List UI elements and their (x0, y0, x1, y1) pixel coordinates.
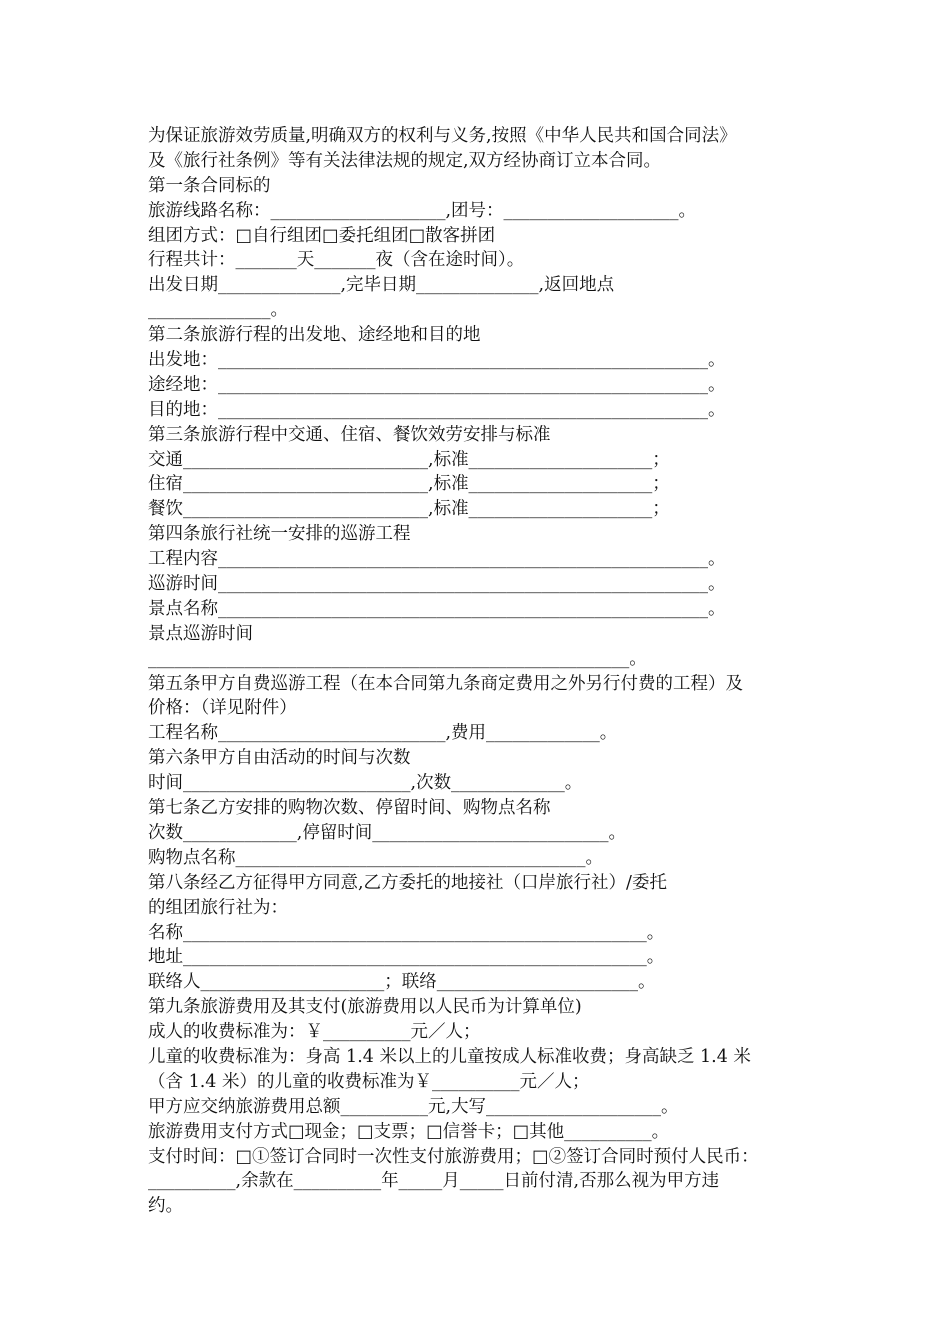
payment-method-line: 旅游费用支付方式□现金；□支票；□信誉卡；□其他__________。 (148, 1121, 670, 1142)
shopping-count-line: 次数_____________,停留时间___________________________。 (148, 822, 627, 843)
contract-document (148, 124, 828, 1219)
return-place-line: ______________。 (148, 300, 288, 321)
child-fee-line-cont: （含 1.4 米）的儿童的收费标准为￥__________元／人； (148, 1071, 590, 1092)
departure-line: 出发地：________________________________________________________。 (148, 350, 726, 371)
dates-line: 出发日期______________,完毕日期______________,返回地点 (148, 275, 615, 296)
attraction-time-label: 景点巡游时间 (148, 623, 253, 644)
free-time-line: 时间__________________________,次数_____________。 (148, 773, 583, 794)
trip-duration-line: 行程共计：_______天_______夜（含在途时间）。 (148, 250, 525, 271)
payment-time-line: 支付时间：□①签订合同时一次性支付旅游费用；□②签订合同时预付人民币： (148, 1146, 759, 1167)
article-5-heading: 第五条甲方自费巡游工程（在本合同第九条商定费用之外另行付费的工程）及 (148, 673, 743, 694)
payment-balance-line: __________,余款在__________年_____月_____日前付清,否那么视为甲方违 (148, 1171, 720, 1192)
article-6-heading: 第六条甲方自由活动的时间与次数 (148, 748, 411, 769)
shopping-place-line: 购物点名称________________________________________。 (148, 847, 603, 868)
article-8-heading: 第八条经乙方征得甲方同意,乙方委托的地接社（口岸旅行社）/委托 (148, 872, 667, 893)
article-2-heading: 第二条旅游行程的出发地、途经地和目的地 (148, 325, 481, 346)
preamble-line-2: 及《旅行社条例》等有关法律法规的规定,双方经协商订立本合同。 (148, 150, 662, 171)
optional-project-line: 工程名称__________________________,费用_____________。 (148, 723, 618, 744)
adult-fee-line: 成人的收费标准为：￥__________元／人； (148, 1022, 481, 1043)
article-8-heading-cont: 的组团旅行社为： (148, 897, 288, 918)
child-fee-line: 儿童的收费标准为：身高 1.4 米以上的儿童按成人标准收费；身高缺乏 1.4 米 (148, 1046, 751, 1067)
contact-line: 联络人_____________________；联络_______________________。 (148, 972, 656, 993)
article-5-heading-cont: 价格：（详见附件） (148, 698, 297, 719)
agency-name-line: 名称_____________________________________________________。 (148, 922, 665, 943)
group-type-line: 组团方式：□自行组团□委托组团□散客拼团 (148, 225, 496, 246)
agency-address-line: 地址_____________________________________________________。 (148, 947, 665, 968)
article-7-heading: 第七条乙方安排的购物次数、停留时间、购物点名称 (148, 798, 551, 819)
transport-line: 交通____________________________,标准_____________________； (148, 449, 670, 470)
preamble-line-1: 为保证旅游效劳质量,明确双方的权利与义务,按照《中华人民共和国合同法》 (148, 126, 737, 146)
attraction-name-line: 景点名称________________________________________________________。 (148, 598, 726, 619)
project-content-line: 工程内容________________________________________________________。 (148, 549, 726, 570)
payment-breach-line: 约。 (148, 1196, 183, 1217)
article-4-heading: 第四条旅行社统一安排的巡游工程 (148, 524, 411, 545)
destination-line: 目的地：________________________________________________________。 (148, 399, 726, 420)
attraction-time-blank: _______________________________________________________。 (148, 648, 647, 669)
lodging-line: 住宿____________________________,标准_____________________； (148, 474, 670, 495)
article-1-heading: 第一条合同标的 (148, 175, 271, 196)
transit-line: 途经地：________________________________________________________。 (148, 374, 726, 395)
route-name-group-no-line: 旅游线路名称：____________________,团号：____________________。 (148, 200, 697, 221)
total-fee-line: 甲方应交纳旅游费用总额__________元,大写____________________。 (148, 1096, 679, 1117)
tour-time-line: 巡游时间________________________________________________________。 (148, 574, 726, 595)
meals-line: 餐饮____________________________,标准_____________________； (148, 499, 670, 520)
article-9-heading: 第九条旅游费用及其支付(旅游费用以人民币为计算单位) (148, 997, 582, 1018)
article-3-heading: 第三条旅游行程中交通、住宿、餐饮效劳安排与标准 (148, 424, 551, 445)
